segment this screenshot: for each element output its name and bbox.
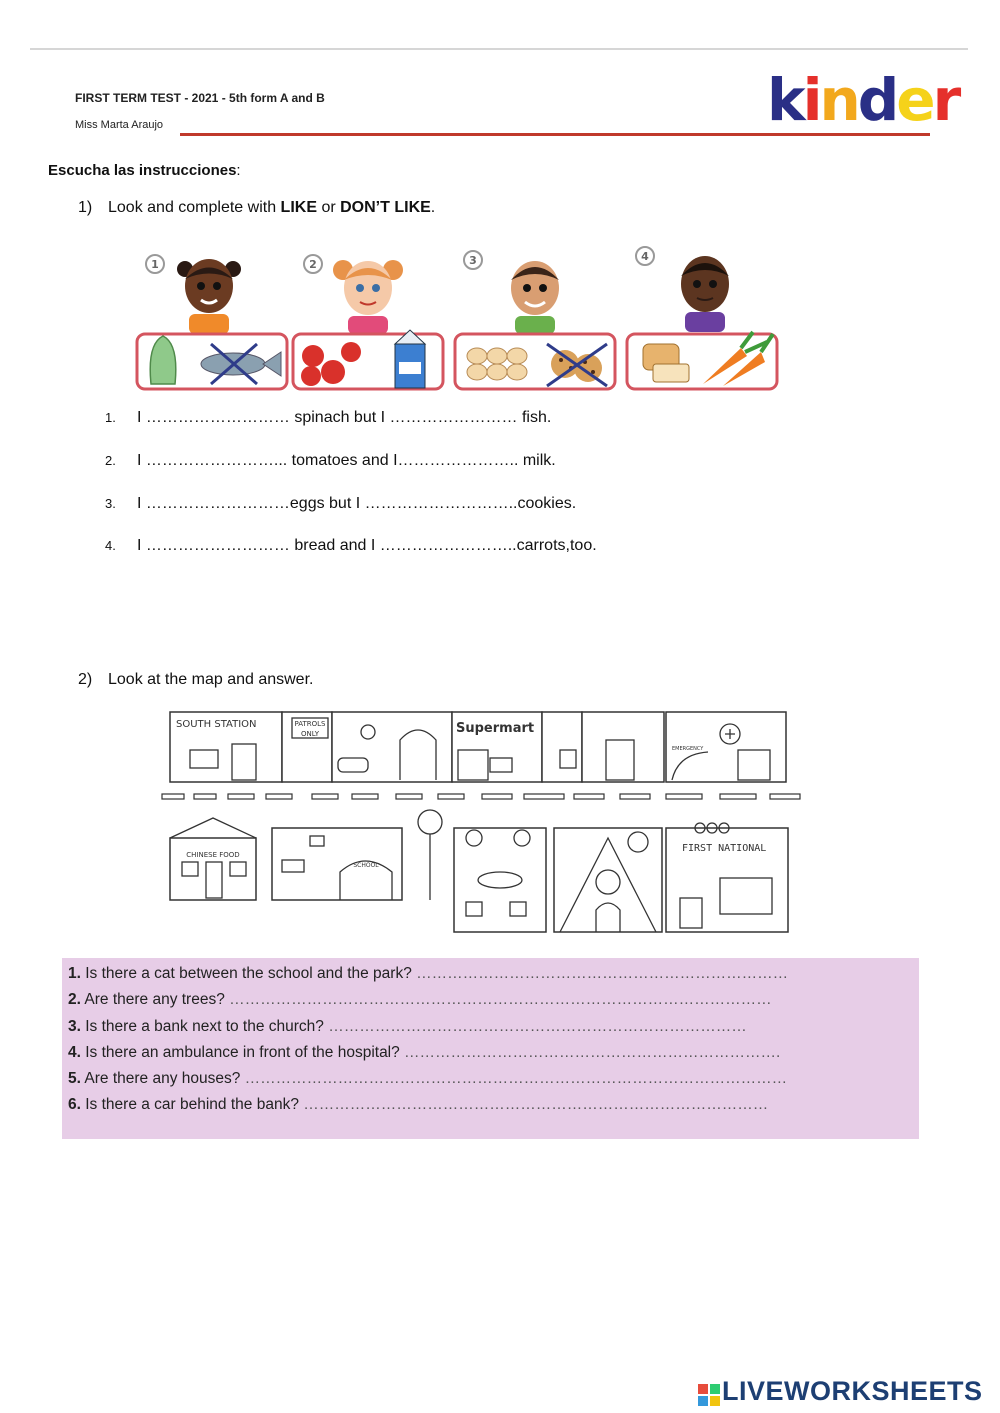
test-title: FIRST TERM TEST - 2021 - 5th form A and B [75, 91, 325, 105]
question-3: 3. Is there a bank next to the church? ……………………………………………………………………… [68, 1018, 747, 1035]
kids-food-illustration [133, 244, 783, 394]
teacher-name: Miss Marta Araujo [75, 119, 164, 131]
kid-number-1: 1 [151, 258, 159, 271]
liveworksheets-brand[interactable]: LIVEWORKSHEETS [722, 1376, 983, 1406]
instructions-label: Escucha las instrucciones: [48, 162, 241, 179]
town-map [160, 710, 805, 938]
map-label-first-national: FIRST NATIONAL [682, 843, 767, 854]
map-label-school: SCHOOL [353, 862, 379, 869]
exercise-1-title: 1) Look and complete with LIKE or DON’T LIKE. [78, 199, 436, 216]
kid-number-4: 4 [641, 250, 649, 263]
question-5: 5. Are there any houses? …………………………………………………………………………………………… [68, 1070, 788, 1087]
sentence-4: 4. I ……………………… bread and I ……………………..carrots,too. [105, 537, 597, 554]
question-2: 2. Are there any trees? …………………………………………………………………………………………… [68, 991, 772, 1008]
map-label-south-station: SOUTH STATION [176, 719, 257, 730]
map-label-chinese-food: CHINESE FOOD [186, 851, 240, 859]
svg-text:kinder: kinder [767, 66, 959, 134]
kid-3 [511, 261, 559, 334]
top-divider [30, 48, 968, 50]
map-label-supermart: Supermart [456, 721, 535, 736]
question-6: 6. Is there a car behind the bank? ……………………………………………………………………………… [68, 1096, 769, 1113]
road [162, 794, 800, 799]
eggs-icon [467, 348, 527, 380]
sentence-2: 2. I ……………………... tomatoes and I………………….. milk. [105, 452, 556, 469]
kid-number-2: 2 [309, 258, 317, 271]
sentence-1: 1. I ……………………… spinach but I …………………… fish. [105, 409, 552, 426]
exercise-2-title: 2) Look at the map and answer. [78, 671, 314, 688]
question-4: 4. Is there an ambulance in front of the hospital? ………………………………………………………………. [68, 1044, 781, 1061]
map-label-only: ONLY [301, 730, 319, 738]
kid-2 [333, 260, 403, 334]
map-label-patrols: PATROLS [294, 720, 326, 728]
kinder-logo [765, 66, 959, 134]
kid-4 [681, 256, 729, 332]
school-building [272, 828, 402, 900]
kid-number-3: 3 [469, 254, 477, 267]
kid-1 [177, 259, 241, 334]
sentence-3: 3. I ………………………eggs but I ………………………..cookies. [105, 495, 577, 512]
map-label-emergency: EMERGENCY [672, 746, 704, 752]
chinese-restaurant [170, 838, 256, 900]
church [554, 828, 662, 932]
liveworksheets-icon [697, 1378, 721, 1412]
question-1: 1. Is there a cat between the school and the park? ……………………………………………………………… [68, 965, 789, 982]
